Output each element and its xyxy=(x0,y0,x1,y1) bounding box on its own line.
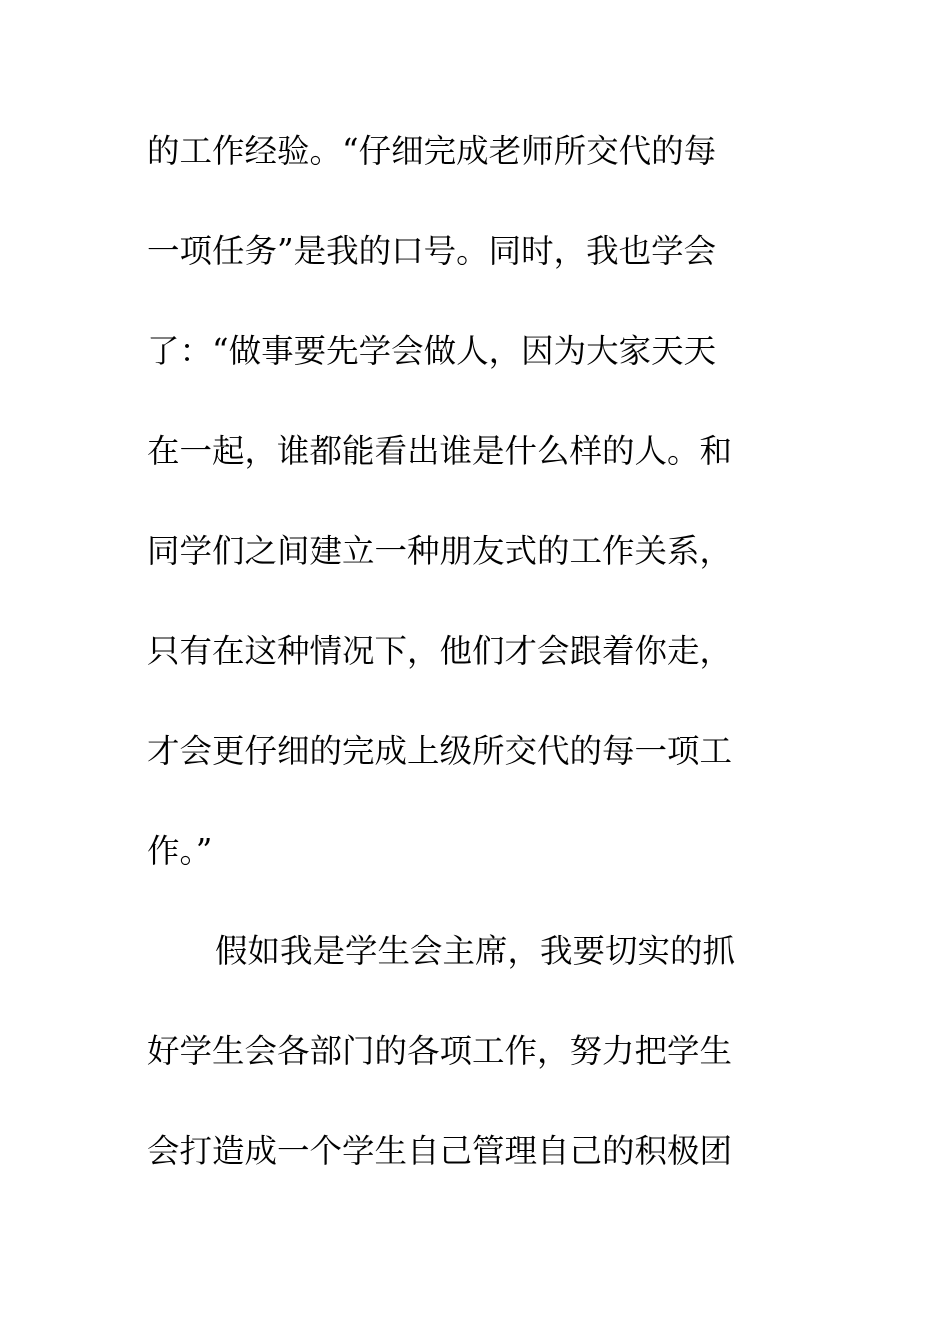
text-line: 会打造成一个学生自己管理自己的积极团 xyxy=(147,1132,733,1170)
paragraph-first-line: 假如我是学生会主席，我要切实的抓 xyxy=(215,932,736,970)
text-line: 同学们之间建立一种朋友式的工作关系， xyxy=(147,532,733,570)
text-line: 作。” xyxy=(147,832,213,870)
text-line: 好学生会各部门的各项工作，努力把学生 xyxy=(147,1032,733,1070)
text-line: 的工作经验。“仔细完成老师所交代的每 xyxy=(147,132,717,170)
text-line: 只有在这种情况下，他们才会跟着你走， xyxy=(147,632,733,670)
text-line: 了：“做事要先学会做人，因为大家天天 xyxy=(147,332,717,370)
text-line: 在一起，谁都能看出谁是什么样的人。和 xyxy=(147,432,733,470)
text-line: 才会更仔细的完成上级所交代的每一项工 xyxy=(147,732,733,770)
text-line: 一项任务”是我的口号。同时，我也学会 xyxy=(147,232,717,270)
